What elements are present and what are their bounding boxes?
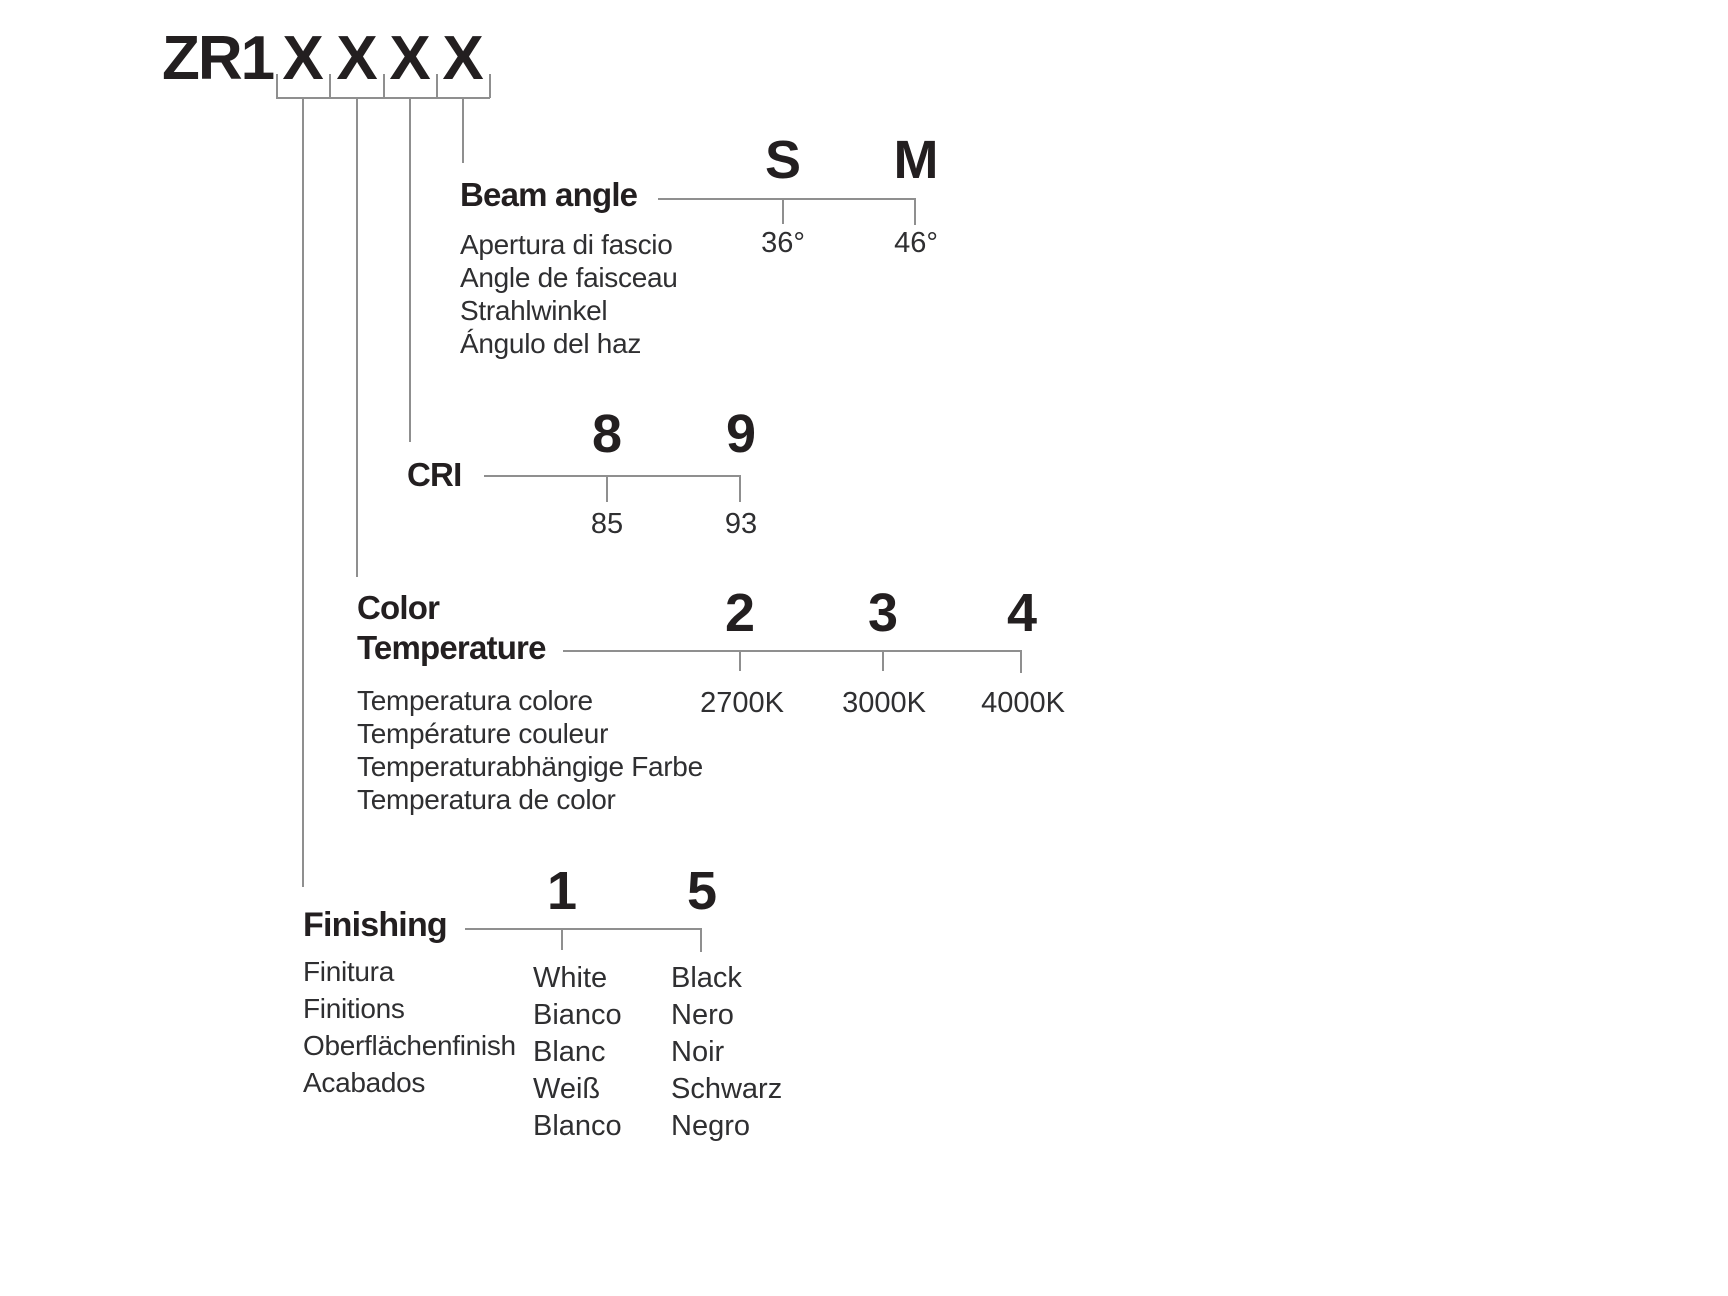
- option-code-m: M: [893, 130, 939, 190]
- bracket-separator-tick: [383, 74, 385, 98]
- cri-option-tick: [606, 475, 608, 502]
- finish-name: Bianco: [533, 999, 622, 1031]
- section-title-color-temperature: [357, 588, 546, 668]
- option-value-2700k: 2700K: [700, 687, 784, 719]
- subtitle-line: Ángulo del haz: [460, 328, 642, 359]
- bracket-separator-tick: [436, 74, 438, 98]
- option-code-9: 9: [725, 404, 757, 464]
- option-code-2: 2: [724, 583, 756, 643]
- beam-angle-option-tick: [782, 198, 784, 224]
- finishing-option-list-white: [533, 960, 622, 1145]
- section-title-cri: CRI: [407, 456, 462, 493]
- beam-angle-connector-line: [658, 198, 916, 200]
- subtitle-line: Strahlwinkel: [460, 295, 608, 326]
- finishing-option-list-black: [671, 960, 782, 1145]
- color-temperature-option-tick: [739, 650, 741, 671]
- option-code-5: 5: [686, 861, 718, 921]
- section-title-line: Color: [357, 589, 440, 626]
- beam-angle-option-tick: [914, 198, 916, 225]
- option-value-46deg: 46°: [894, 227, 938, 259]
- finish-name: Negro: [671, 1110, 750, 1142]
- section-title-finishing: Finishing: [303, 906, 447, 944]
- option-code-1: 1: [546, 861, 578, 921]
- section-title-line: Temperature: [357, 629, 546, 666]
- option-value-3000k: 3000K: [842, 687, 926, 719]
- finishing-connector-line: [465, 928, 702, 930]
- subtitle-line: Finitura: [303, 956, 394, 987]
- subtitle-line: Finitions: [303, 993, 405, 1024]
- finish-name: Noir: [671, 1036, 725, 1068]
- option-code-3: 3: [867, 583, 899, 643]
- subtitle-line: Apertura di fascio: [460, 229, 673, 260]
- cri-option-tick: [739, 475, 741, 502]
- finishing-subtitles: [303, 953, 516, 1101]
- option-value-4000k: 4000K: [981, 687, 1065, 719]
- bracket-separator-tick: [276, 74, 278, 98]
- code-digit-placeholder-3: X: [389, 24, 431, 93]
- subtitle-line: Acabados: [303, 1067, 426, 1098]
- code-digit-placeholder-1: X: [282, 24, 324, 93]
- option-value-85: 85: [590, 508, 624, 540]
- finish-name: White: [533, 962, 608, 994]
- product-code-prefix: ZR1: [162, 24, 274, 93]
- finish-name: Blanco: [533, 1110, 622, 1142]
- finishing-option-tick: [561, 928, 563, 950]
- color-temperature-connector-line: [563, 650, 1022, 652]
- bracket-separator-tick: [329, 74, 331, 98]
- code-digit-placeholder-4: X: [442, 24, 484, 93]
- subtitle-line: Angle de faisceau: [460, 262, 678, 293]
- option-value-36deg: 36°: [761, 227, 805, 259]
- option-code-8: 8: [591, 404, 623, 464]
- code-digit-placeholder-2: X: [336, 24, 378, 93]
- branch-line-finishing: [302, 97, 304, 887]
- color-temperature-subtitles: [357, 684, 703, 816]
- subtitle-line: Température couleur: [357, 718, 609, 749]
- finish-name: Black: [671, 962, 742, 994]
- color-temperature-option-tick: [882, 650, 884, 671]
- branch-line-cri: [409, 97, 411, 442]
- finish-name: Blanc: [533, 1036, 606, 1068]
- finish-name: Schwarz: [671, 1073, 783, 1105]
- subtitle-line: Temperaturabhängige Farbe: [357, 751, 703, 782]
- subtitle-line: Temperatura colore: [357, 685, 593, 716]
- branch-line-beam-angle: [462, 97, 464, 163]
- option-code-4: 4: [1006, 583, 1038, 643]
- option-value-93: 93: [724, 508, 758, 540]
- finish-name: Nero: [671, 999, 734, 1031]
- branch-line-color-temperature: [356, 97, 358, 577]
- bracket-separator-tick: [489, 74, 491, 98]
- beam-angle-subtitles: [460, 228, 678, 360]
- subtitle-line: Oberflächenfinish: [303, 1030, 516, 1061]
- section-title-beam-angle: Beam angle: [460, 176, 638, 213]
- option-code-s: S: [764, 130, 802, 190]
- cri-connector-line: [484, 475, 741, 477]
- subtitle-line: Temperatura de color: [357, 784, 616, 815]
- finishing-option-tick: [700, 928, 702, 952]
- color-temperature-option-tick: [1020, 650, 1022, 673]
- finish-name: Weiß: [533, 1073, 601, 1105]
